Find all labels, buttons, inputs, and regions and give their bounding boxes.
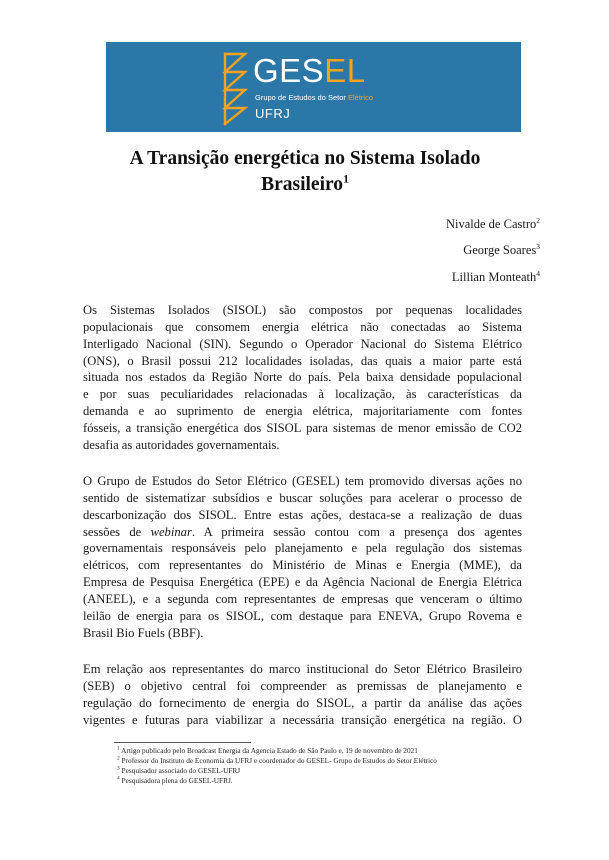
logo-wordmark: GESEL: [253, 52, 366, 89]
footnote-separator: [114, 742, 251, 743]
transmission-tower-icon: [222, 50, 248, 126]
document-title-line-1: A Transição energética no Sistema Isolado: [129, 148, 481, 169]
paragraph-3: Em relação aos representantes do marco institucional do Setor Elétrico Brasileiro (SEB) o objetivo central foi compreender as premissas de planejamento e regulação do fornecimento de energia do SISOL, a partir da análise das ações vigentes e futuras para viabilizar a necessária transição energética na região. O: [83, 662, 522, 727]
emphasis-webinar: webinar: [150, 524, 192, 539]
footnote-marker: 1: [343, 172, 349, 186]
footnote-3: $^3$ Pesquisador associado do GESEL-UFRJ: [117, 765, 241, 775]
footnote-2: $^2$ Professor do Instituto de Economia da UFRJ e coordenador do GESEL- Grupo de Estudos do Setor Elétrico: [117, 755, 437, 765]
author-2: George Soares$^3$: [463, 241, 540, 257]
author-1: Nivalde de Castro$^2$: [445, 215, 540, 231]
document-title-line-2: Brasileiro$^1$: [261, 172, 349, 195]
paragraph-2: O Grupo de Estudos do Setor Elétrico (GESEL) tem promovido diversas ações no sentido de sistematizar subsídios e buscar soluções para acelerar o processo de descarbonização dos SISOL. Entre estas ações, destaca-se a realização de duas sessões de webinar. A primeira sessão contou com a presença dos agentes governamentais responsáveis pelo planejamento e pela regulação dos sistemas elétricos, com representantes do Ministério de Minas e Energia (MME), da Empresa de Pesquisa Energética (EPE) e da Agência Nacional de Energia Elétrica (ANEEL), e a segunda com representantes de empresas que venceram o último leilão de energia para os SISOL, com destaque para ENEVA, Grupo Rovema e Brasil Bio Fuels (BBF).: [83, 474, 523, 640]
gesel-header-banner: [106, 42, 521, 132]
footnote-1: $^1$ Artigo publicado pelo Broadcast Energia da Agencia Estado de São Paulo e, 19 de novembro de 2021: [117, 745, 418, 755]
footnote-4: $^4$ Pesquisadora plena do GESEL-UFRJ.: [117, 775, 233, 785]
paragraph-1: Os Sistemas Isolados (SISOL) são compostos por pequenas localidades populacionais que consomem energia elétrica não conectadas ao Sistema Interligado Nacional (SIN). Segundo o Operador Nacional do Sistema Elétrico (ONS), o Brasil possui 212 localidades isoladas, das quais a maior parte está situada nos estados da Região Norte do país. Pela baixa densidade populacional e por suas peculiaridades relacionadas à localização, às características da demanda e ao suprimento de energia elétrica, majoritariamente com fontes fósseis, a transição energética dos SISOL para sistemas de menor emissão de CO2 desafia as autoridades governamentais.: [83, 303, 522, 452]
logo-subtitle: Grupo de Estudos do Setor Elétrico: [255, 93, 373, 102]
author-3: Lillian Monteath$^4$: [451, 268, 540, 284]
logo-ufrj: UFRJ: [255, 106, 291, 121]
